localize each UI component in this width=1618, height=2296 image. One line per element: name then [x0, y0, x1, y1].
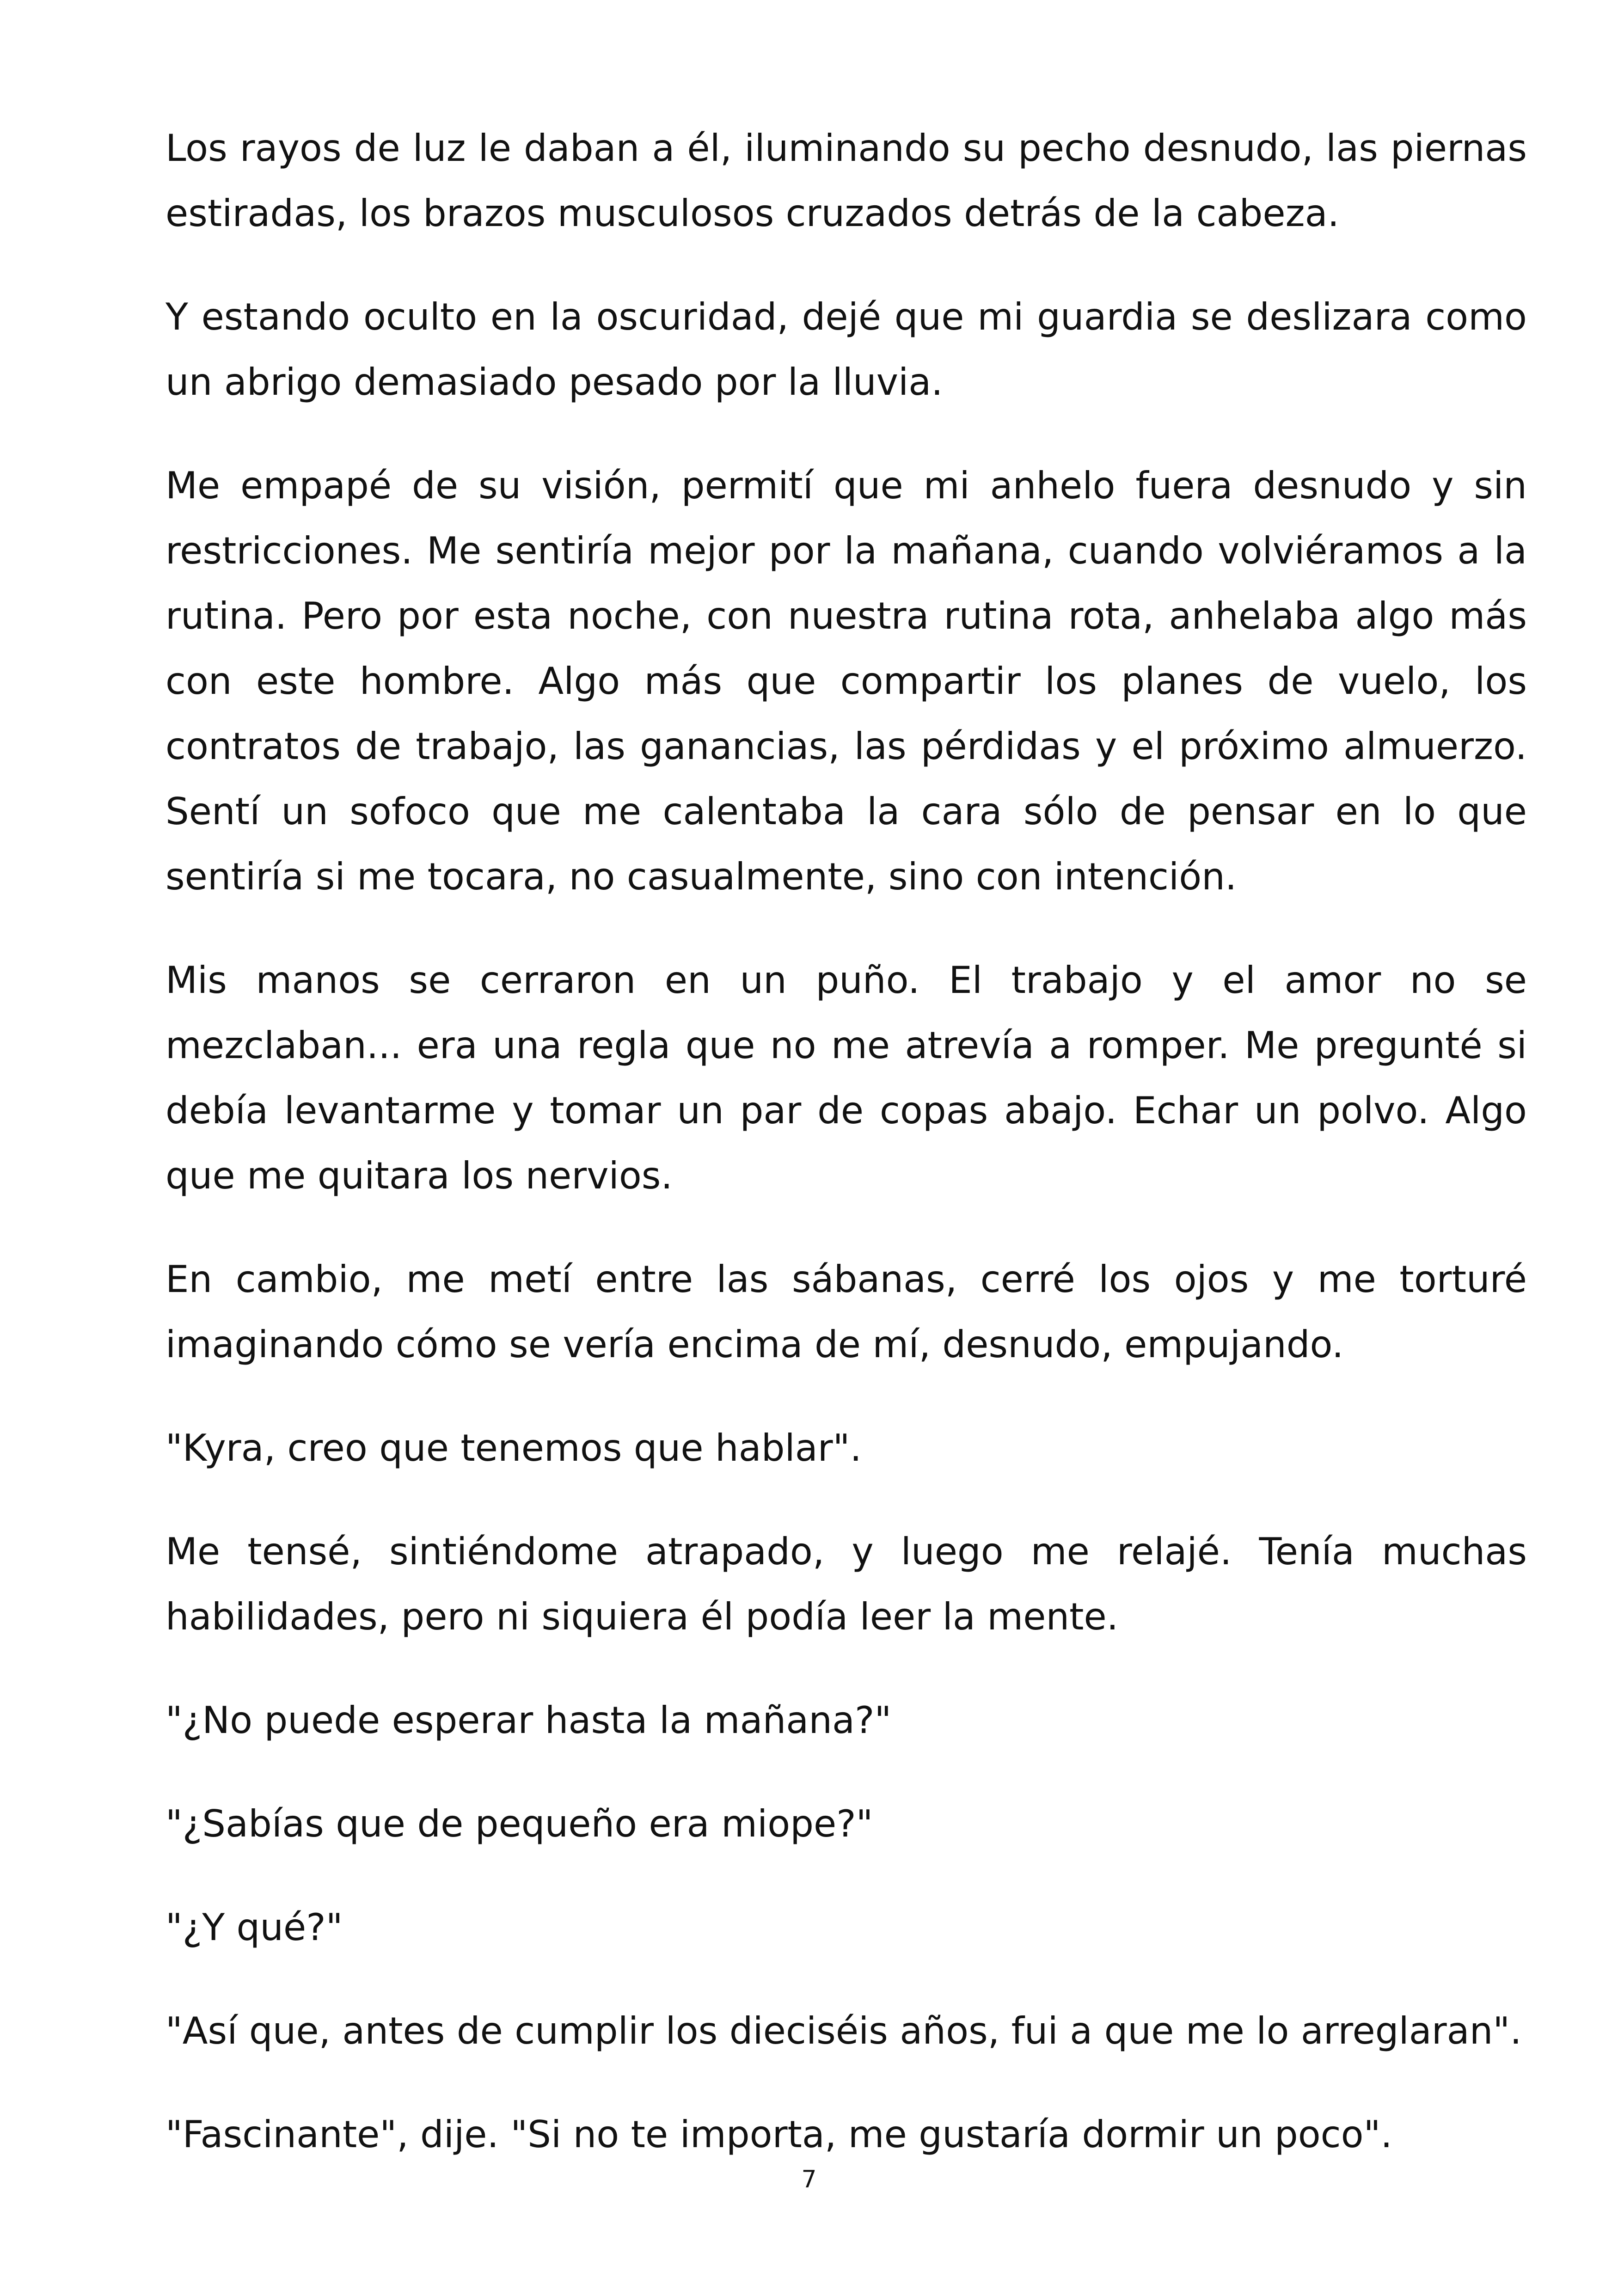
paragraph: Mis manos se cerraron en un puño. El trabajo y el amor no se mezclaban... era una regla que no me atrevía a romper. Me pregunté si debía levantarme y tomar un par de copas abajo. Echar un polvo. Algo que me quitara los nervios.: [165, 959, 1527, 1197]
paragraph: Me empapé de su visión, permití que mi anhelo fuera desnudo y sin restricciones. Me sentiría mejor por la mañana, cuando volviéramos a la rutina. Pero por esta noche, con nuestra rutina rota, anhelaba algo más con este hombre. Algo más que compartir los planes de vuelo, los contratos de trabajo, las ganancias, las pérdidas y el próximo almuerzo. Sentí un sofoco que me calentaba la cara sólo de pensar en lo que sentiría si me tocara, no casualmente, sino con intención.: [165, 464, 1527, 898]
dialogue-line: "¿Y qué?": [165, 1906, 343, 1949]
paragraph: En cambio, me metí entre las sábanas, cerré los ojos y me torturé imaginando cómo se vería encima de mí, desnudo, empujando.: [165, 1258, 1527, 1366]
paragraph: Y estando oculto en la oscuridad, dejé que mi guardia se deslizara como un abrigo demasiado pesado por la lluvia.: [165, 295, 1527, 404]
dialogue-line: "Kyra, creo que tenemos que hablar".: [165, 1427, 862, 1469]
body-text: [165, 116, 1527, 2205]
dialogue-line: "¿Sabías que de pequeño era miope?": [165, 1802, 873, 1845]
paragraph: Me tensé, sintiéndome atrapado, y luego me relajé. Tenía muchas habilidades, pero ni siquiera él podía leer la mente.: [165, 1530, 1527, 1638]
dialogue-line: "Así que, antes de cumplir los dieciséis años, fui a que me lo arreglaran".: [165, 2009, 1522, 2052]
dialogue-line: "¿No puede esperar hasta la mañana?": [165, 1699, 892, 1742]
dialogue-line: "Fascinante", dije. "Si no te importa, me gustaría dormir un poco".: [165, 2113, 1392, 2156]
paragraph: Los rayos de luz le daban a él, iluminando su pecho desnudo, las piernas estiradas, los brazos musculosos cruzados detrás de la cabeza.: [165, 127, 1527, 235]
page-number: 7: [801, 2166, 817, 2193]
